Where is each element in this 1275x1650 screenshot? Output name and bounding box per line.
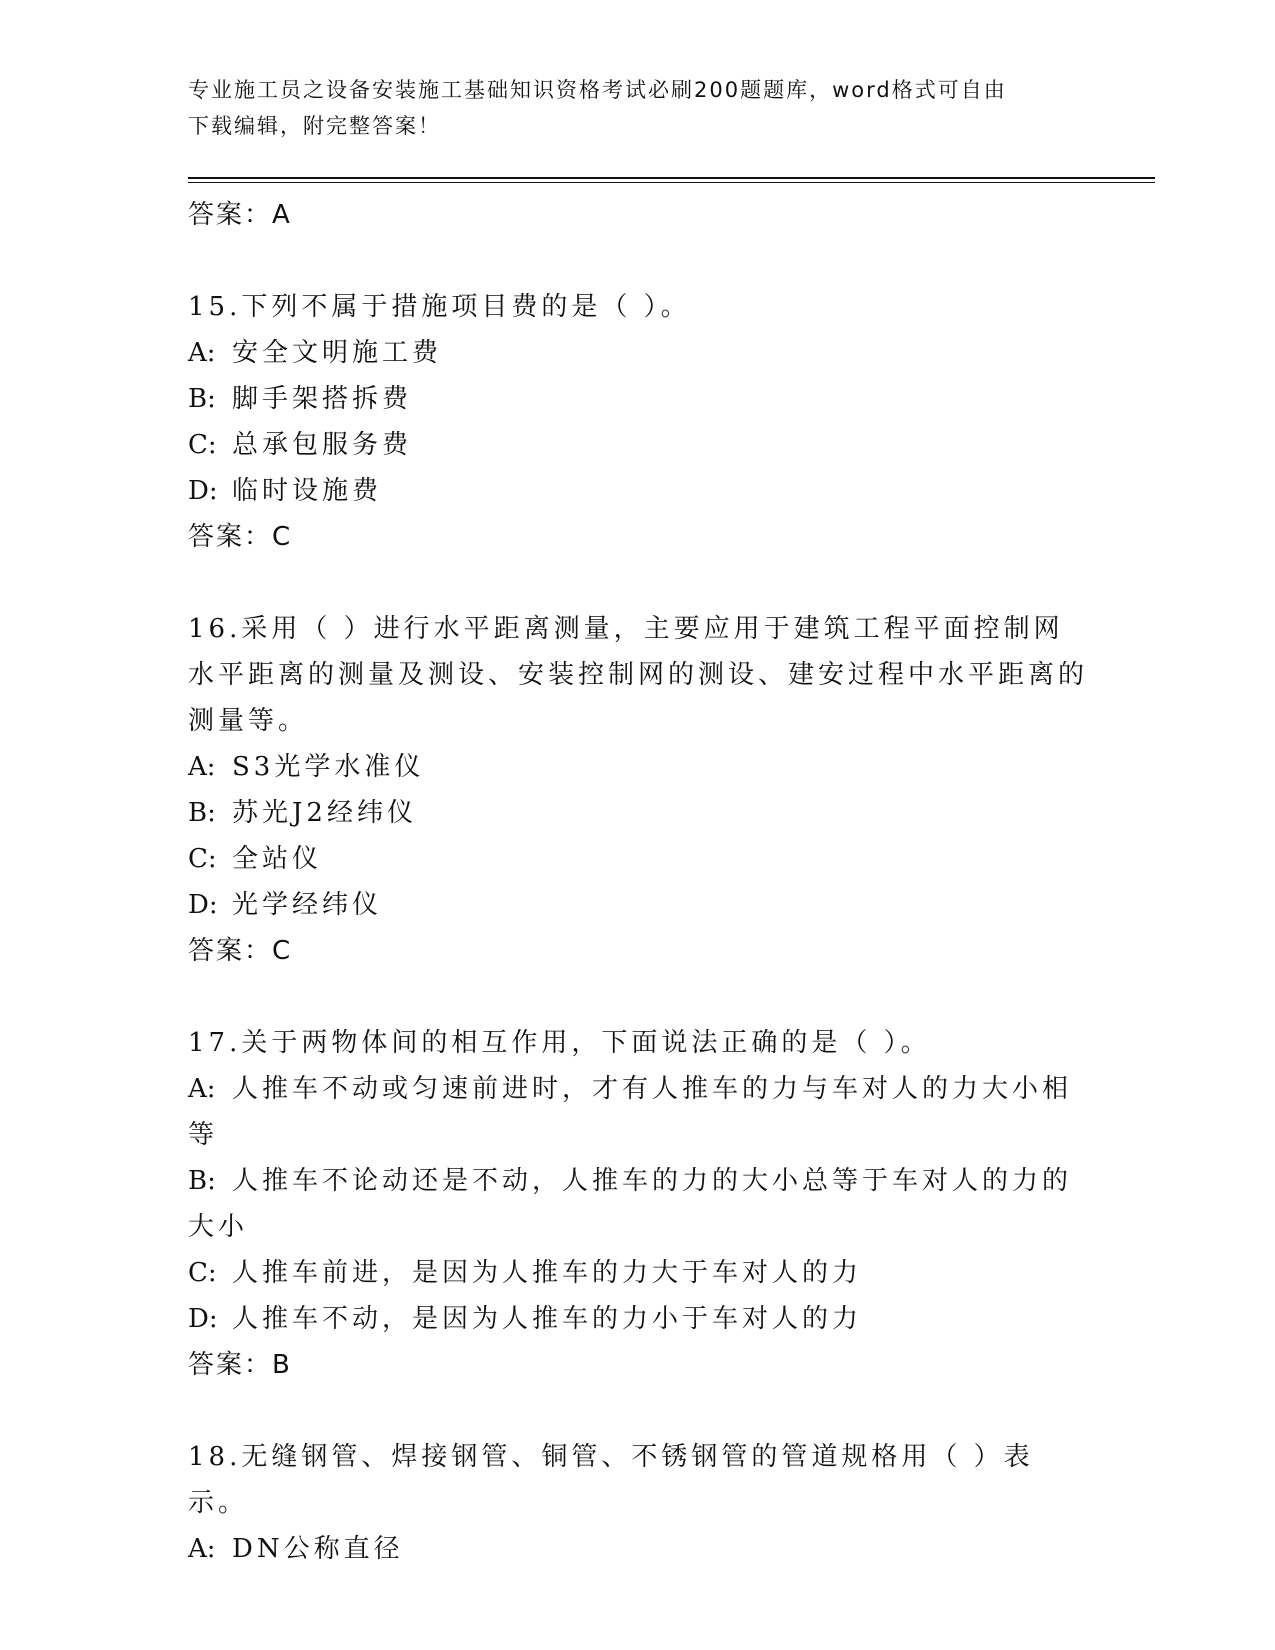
option-key: A: [188, 1074, 216, 1104]
option-text: DN公称直径 [232, 1534, 404, 1564]
header-line-1: 专业施工员之设备安装施工基础知识资格考试必刷200题题库，word格式可自由 [188, 78, 1007, 102]
option-key: D: [188, 1304, 218, 1334]
option-text: 临时设施费 [232, 476, 383, 506]
option-text: 人推车不动，是因为人推车的力小于车对人的力 [232, 1304, 863, 1334]
question-stem: 18.无缝钢管、焊接钢管、铜管、不锈钢管的管道规格用（ ）表示。 [188, 1442, 1034, 1518]
answer-line: 答案：C [188, 522, 293, 552]
option-text: 总承包服务费 [232, 430, 413, 460]
option-key: A: [188, 752, 216, 782]
option-a [188, 330, 1088, 376]
header-divider-thick [188, 177, 1155, 179]
option-d [188, 468, 1088, 514]
option-c [188, 1250, 1088, 1296]
option-key: D: [188, 476, 218, 506]
option-d [188, 882, 1088, 928]
option-text: 人推车不论动还是不动，人推车的力的大小总等于车对人的力的大小 [188, 1166, 1073, 1242]
questions-content [188, 192, 1088, 1572]
question-stem: 17.关于两物体间的相互作用，下面说法正确的是（ ）。 [188, 1028, 931, 1058]
option-a [188, 1066, 1088, 1158]
option-key: C: [188, 844, 217, 874]
document-header [188, 72, 1068, 144]
header-line-2: 下载编辑，附完整答案！ [188, 114, 441, 138]
option-a [188, 744, 1088, 790]
option-text: 安全文明施工费 [232, 338, 443, 368]
option-key: B: [188, 384, 216, 414]
answer-line: 答案：A [188, 200, 292, 230]
option-text: 人推车不动或匀速前进时，才有人推车的力与车对人的力大小相等 [188, 1074, 1073, 1150]
answer-line: 答案：B [188, 1350, 292, 1380]
option-b [188, 376, 1088, 422]
option-c [188, 836, 1088, 882]
option-b [188, 790, 1088, 836]
question-18 [188, 1434, 1088, 1572]
option-key: A: [188, 338, 216, 368]
header-divider-thin [188, 182, 1155, 183]
question-15 [188, 284, 1088, 560]
option-a [188, 1526, 1088, 1572]
question-17 [188, 1020, 1088, 1388]
option-key: B: [188, 798, 216, 828]
question-stem: 16.采用（ ）进行水平距离测量，主要应用于建筑工程平面控制网水平距离的测量及测设、安装控制网的测设、建安过程中水平距离的测量等。 [188, 614, 1089, 736]
option-text: 苏光J2经纬仪 [232, 798, 417, 828]
option-d [188, 1296, 1088, 1342]
option-key: A: [188, 1534, 216, 1564]
option-key: C: [188, 1258, 217, 1288]
question-16 [188, 606, 1088, 974]
answer-line: 答案：C [188, 936, 293, 966]
option-key: C: [188, 430, 217, 460]
option-text: S3光学水准仪 [232, 752, 425, 782]
option-text: 人推车前进，是因为人推车的力大于车对人的力 [232, 1258, 863, 1288]
option-key: B: [188, 1166, 216, 1196]
option-b [188, 1158, 1088, 1250]
question-stem: 15.下列不属于措施项目费的是（ ）。 [188, 292, 691, 322]
option-key: D: [188, 890, 218, 920]
option-text: 脚手架搭拆费 [232, 384, 413, 414]
option-c [188, 422, 1088, 468]
option-text: 全站仪 [232, 844, 323, 874]
option-text: 光学经纬仪 [232, 890, 383, 920]
